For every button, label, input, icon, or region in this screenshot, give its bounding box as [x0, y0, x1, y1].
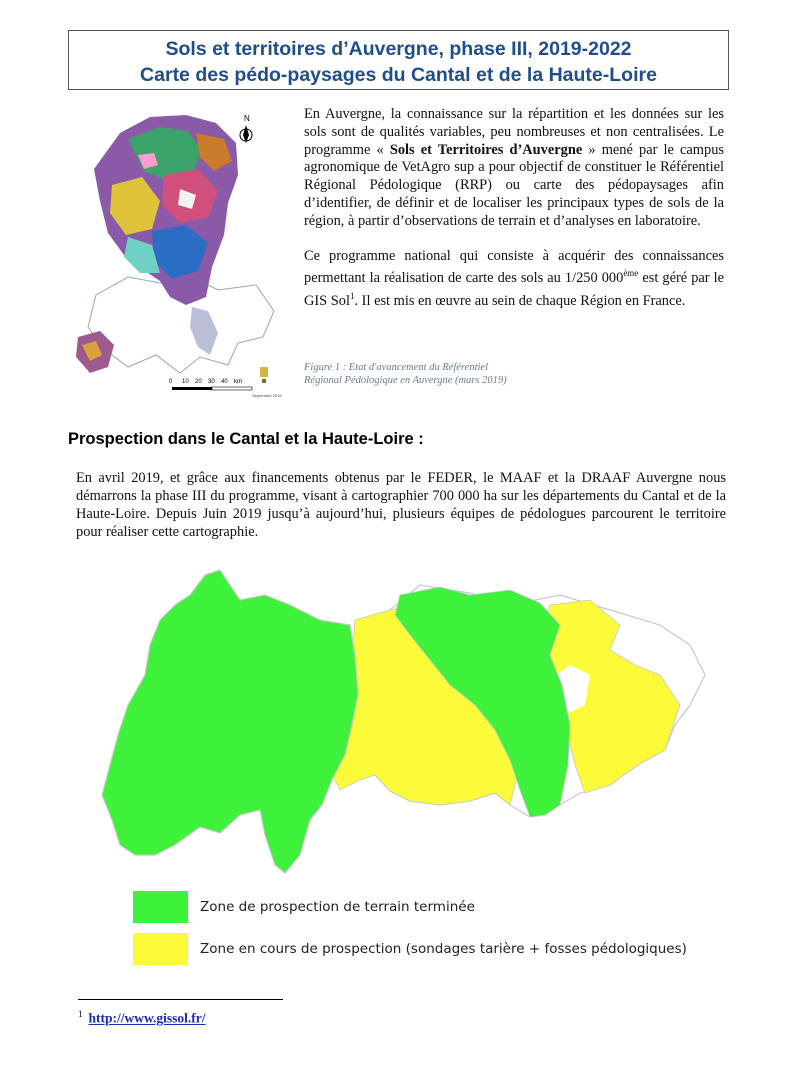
- footnote-divider: [78, 999, 283, 1000]
- scale-bar: [169, 379, 252, 390]
- intro-paragraph-1: En Auvergne, la connaissance sur la répartition et les données sur les sols sont de qualités variables, peu nombreuses et non centralisées. Le programme « Sols et Territoires d’Auvergne » mené par le campus agronomique de VetAgro sup a pour objectif de constituer le Référentiel Régional Pédologique (RRP) ou carte des pédopaysages afin d’identifier, de définir et de localiser les principaux types de sols de la région, à partir d’observations de terrain et d’analyses en laboratoire.: [304, 106, 724, 229]
- svg-text:10: 10: [182, 379, 189, 385]
- svg-text:0: 0: [169, 379, 173, 385]
- legend-item-finished: [133, 891, 475, 923]
- auvergne-progress-map: [68, 105, 298, 405]
- north-arrow-icon: [240, 125, 252, 143]
- legend-label-finished: Zone de prospection de terrain terminée: [200, 899, 475, 915]
- title-line-1: Sols et territoires d’Auvergne, phase III, 2019-2022: [165, 38, 632, 60]
- footnote-number: 1: [78, 1009, 83, 1019]
- intro-paragraph-2: Ce programme national qui consiste à acquérir des connaissances permettant la réalisation de carte des sols au 1/250 000ème est géré par le GIS Sol$^1$. Il est mis en œuvre au sein de chaque Région en France.: [304, 247, 724, 309]
- legend-swatch-yellow: [133, 933, 188, 965]
- legend-item-in-progress: [133, 933, 687, 965]
- footnote-ref[interactable]: 1: [349, 290, 355, 301]
- section-heading: Prospection dans le Cantal et la Haute-Loire :: [68, 430, 424, 448]
- prospection-map: [90, 565, 720, 880]
- svg-text:km: km: [234, 379, 242, 385]
- logo-icon: [260, 367, 268, 383]
- svg-text:20: 20: [195, 379, 202, 385]
- map-date-text: Septembre 2018: [252, 393, 282, 398]
- gissol-link[interactable]: http://www.gissol.fr/: [88, 1010, 206, 1026]
- svg-text:40: 40: [221, 379, 228, 385]
- document-title-box: [68, 30, 729, 90]
- title-line-2: Carte des pédo-paysages du Cantal et de la Haute-Loire: [140, 64, 657, 86]
- legend-label-in-progress: Zone en cours de prospection (sondages tarière + fosses pédologiques): [200, 941, 687, 957]
- footnote: [78, 1009, 206, 1027]
- section-paragraph: En avril 2019, et grâce aux financements obtenus par le FEDER, le MAAF et la DRAAF Auvergne nous démarrons la phase III du programme, visant à cartographier 700 000 ha sur les départements du Cantal et de la Haute-Loire. Depuis Juin 2019 jusqu’à aujourd’hui, plusieurs équipes de pédologues parcourent le territoire pour réaliser cette cartographie.: [76, 470, 726, 540]
- green-zone-cantal: [102, 570, 358, 873]
- figure-caption: Figure 1 : Etat d'avancement du Référentiel Régional Pédologique en Auvergne (mars 2019): [304, 362, 507, 386]
- legend-swatch-green: [133, 891, 188, 923]
- north-label: N: [244, 114, 250, 123]
- intro-text: [304, 106, 724, 328]
- svg-text:30: 30: [208, 379, 215, 385]
